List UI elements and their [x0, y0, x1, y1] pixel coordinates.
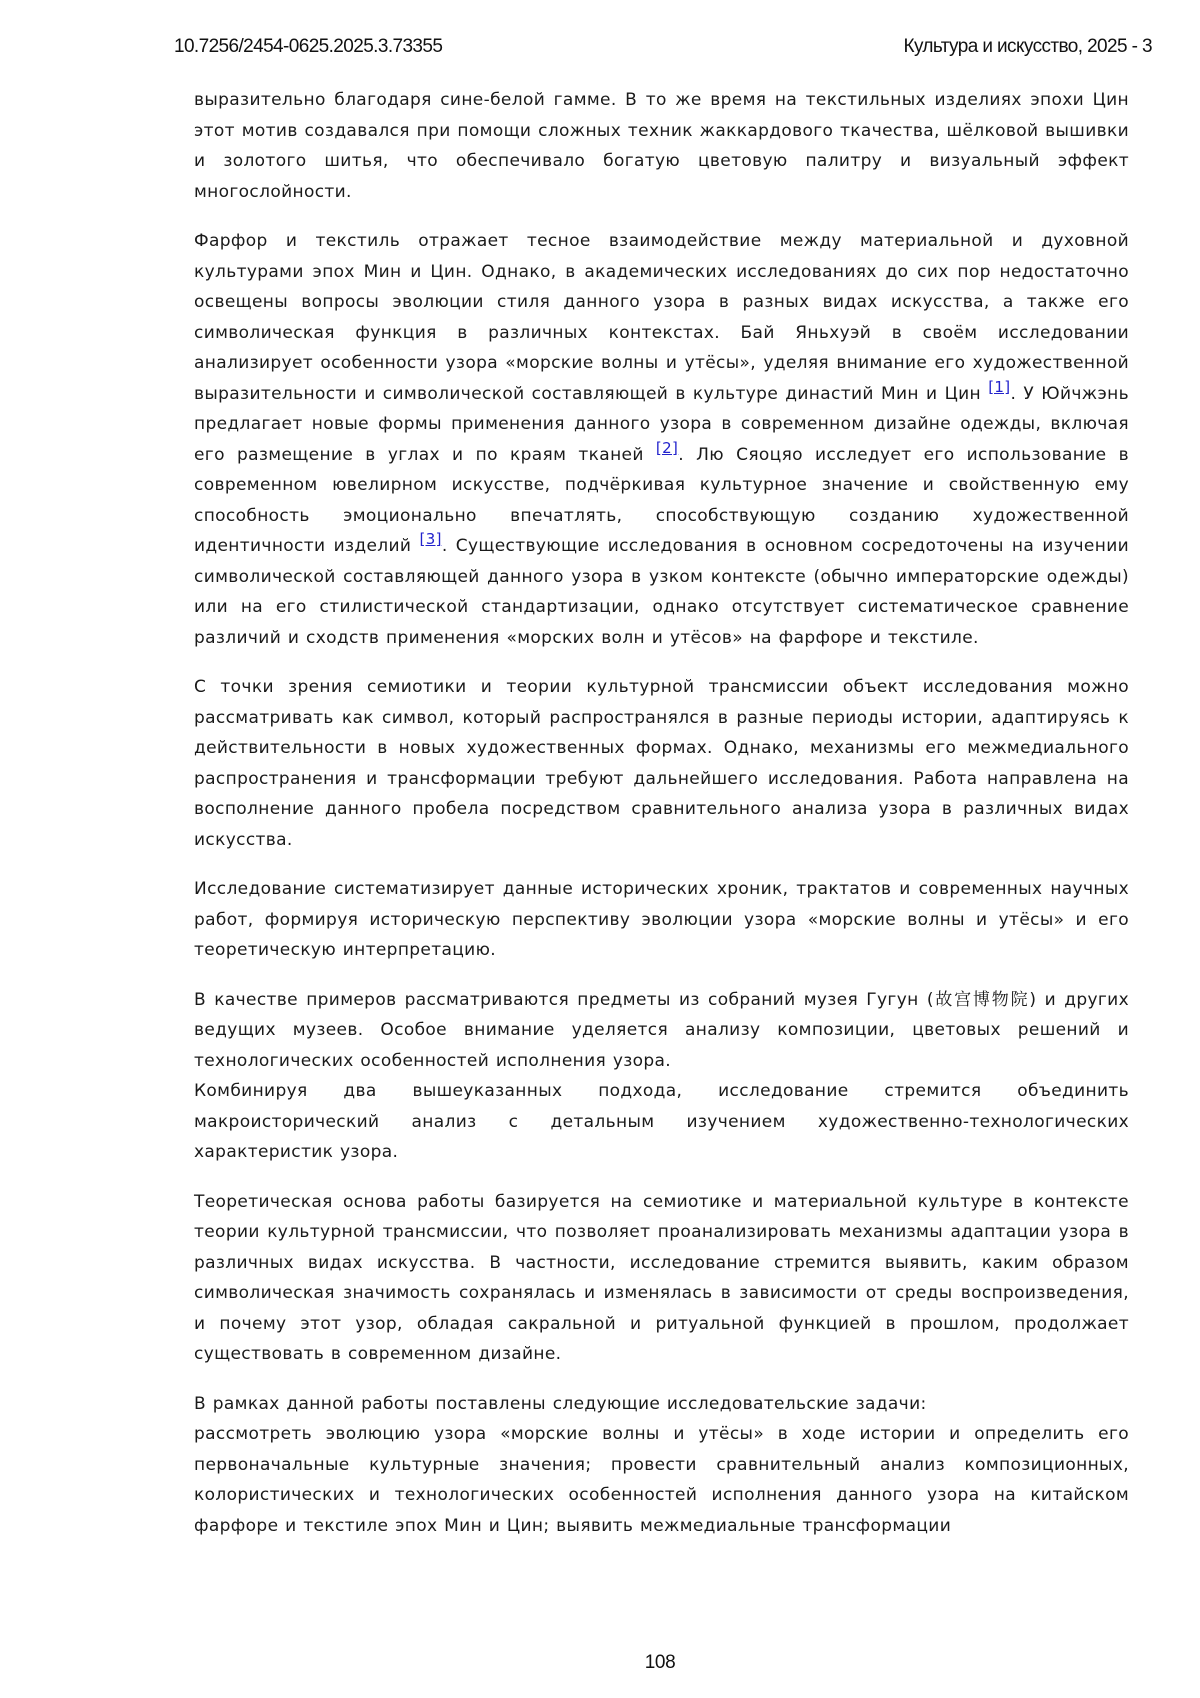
paragraph-9: рассмотреть эволюцию узора «морские волны и утёсы» в ходе истории и определить его первоначальные культурные значения; провести сравнительный анализ композиционных, колористических и технологических особенностей исполнения данного узора на китайском фарфоре и текстиле эпох Мин и Цин; выявить межмедиальные трансформации — [194, 1424, 1129, 1536]
reference-link-2[interactable]: [2] — [655, 438, 679, 457]
paragraph-8: В рамках данной работы поставлены следующие исследовательские задачи: — [194, 1393, 927, 1414]
reference-link-1[interactable]: [1] — [988, 377, 1011, 396]
paragraph-3: С точки зрения семиотики и теории культурной трансмиссии объект исследования можно рассматривать как символ, который распространялся в разные периоды истории, адаптируясь к действительности в новых художественных формах. Однако, механизмы его межмедиального распространения и трансформации требуют дальнейшего исследования. Работа направлена на восполнение данного пробела посредством сравнительного анализа узора в различных видах искусства. — [194, 677, 1129, 850]
paragraph-2-text-1: Фарфор и текстиль отражает тесное взаимодействие между материальной и духовной культурами эпох Мин и Цин. Однако, в академических исследованиях до сих пор недостаточно освещены вопросы эволюции стиля данного узора в разных видах искусства, а также его символическая функция в различных контекстах. Бай Яньхуэй в своём исследовании анализирует особенности узора «морские волны и утёсы», уделяя внимание его художественной выразительности и символической составляющей в культуре династий Мин и Цин — [194, 231, 1129, 404]
reference-link-3[interactable]: [3] — [419, 530, 442, 548]
running-header — [174, 36, 1152, 60]
article-body — [194, 85, 1129, 1560]
paragraph-2-text-4: . Существующие исследования в основном сосредоточены на изучении символической составляющей данного узора в узком контексте (обычно императорские одежды) или на его стилистической стандартизации, однако отсутствует систематическое сравнение различий и сходств применения «морских волн и утёсов» на фарфоре и текстиле. — [194, 536, 1129, 648]
paragraph-6: Комбинируя два вышеуказанных подхода, исследование стремится объединить макроисторический анализ с детальным изучением художественно-технологических характеристик узора. — [194, 1081, 1129, 1162]
paragraph-4: Исследование систематизирует данные исторических хроник, трактатов и современных научных работ, формируя историческую перспективу эволюции узора «морские волны и утёсы» и его теоретическую интерпретацию. — [194, 879, 1129, 960]
page-number: 108 — [644, 1652, 676, 1673]
paragraph-2-text-3: . Лю Сяоцяо исследует его использование в современном ювелирном искусстве, подчёркивая культурное значение и свойственную ему способность эмоционально впечатлять, способствующую созданию художественной идентичности изделий — [194, 444, 1129, 556]
paragraph-2 — [194, 226, 1129, 653]
paragraph-5: В качестве примеров рассматриваются предметы из собраний музея Гугун (故宫博物院) и других ведущих музеев. Особое внимание уделяется анализу композиции, цветовых решений и технологических особенностей исполнения узора. — [194, 989, 1129, 1071]
doi-label: 10.7256/2454-0625.2025.3.73355 — [174, 36, 443, 57]
paragraph-1: выразительно благодаря сине-белой гамме. В то же время на текстильных изделиях эпохи Цин этот мотив создавался при помощи сложных техник жаккардового ткачества, шёлковой вышивки и золотого шитья, что обеспечивало богатую цветовую палитру и визуальный эффект многослойности. — [194, 90, 1129, 202]
paragraph-7: Теоретическая основа работы базируется на семиотике и материальной культуре в контексте теории культурной трансмиссии, что позволяет проанализировать механизмы адаптации узора в различных видах искусства. В частности, исследование стремится выявить, каким образом символическая значимость сохранялась и изменялась в зависимости от среды воспроизведения, и почему этот узор, обладая сакральной и ритуальной функцией в прошлом, продолжает существовать в современном дизайне. — [194, 1191, 1129, 1364]
journal-issue-label: Культура и искусство, 2025 - 3 — [903, 36, 1152, 57]
paragraph-2-text-2: . У Юйчжэнь предлагает новые формы применения данного узора в современном дизайне одежды, включая его размещение в углах и по краям тканей — [194, 383, 1129, 465]
